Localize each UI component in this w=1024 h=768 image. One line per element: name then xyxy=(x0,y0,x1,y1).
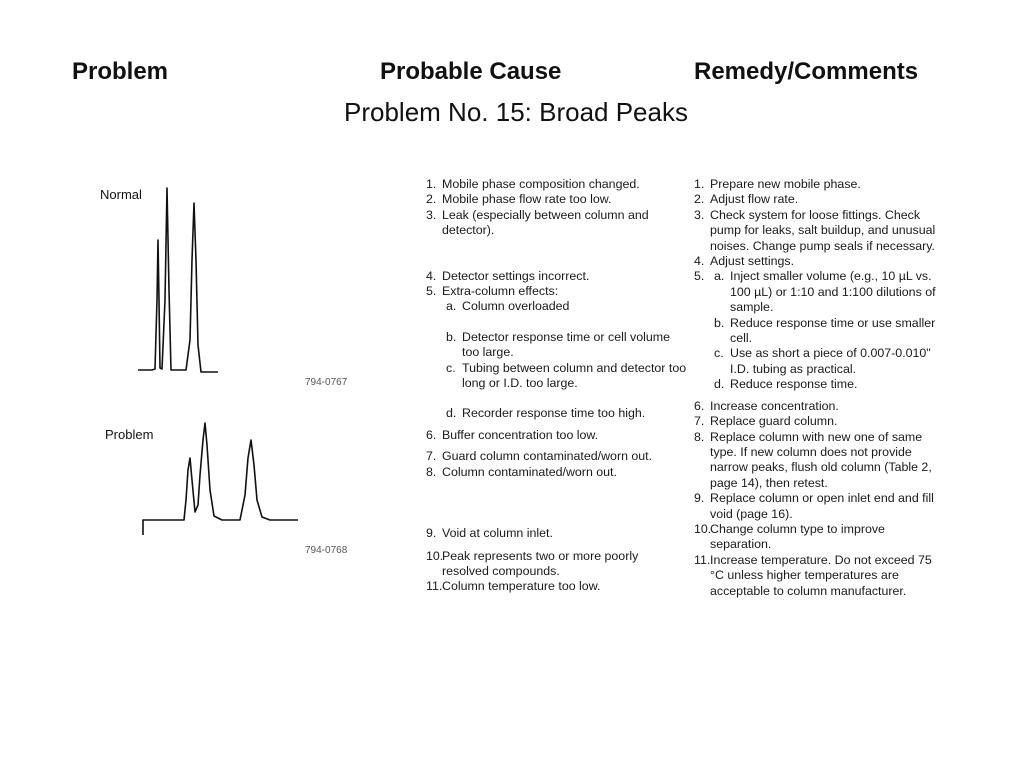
cause-item: 5. Extra-column effects: xyxy=(426,284,559,299)
remedy-item: 7. Replace guard column. xyxy=(694,414,838,429)
remedy-list: 1. Prepare new mobile phase. 2. Adjust flow rate. 3. Check system for loose fittings. Check pump for leaks, salt buildup, and unusual noises. Change pump seals if necessary. 4. Adjust settings. 5. a. Inject smaller volume (e.g., 10 µL vs. 100 µL) or 1:10 and 1:100 dilutions of sample. b. Reduce response time or use smaller cell. c. Use as short a piece of 0.007-0.010" I.D. tubing as practical. d. Reduce response time. 6. Increase concentration. 7. Replace guard column. 8. Replace column with new one of same type. If new column does not provide narrow peaks, flush old column (Table 2, page 14), then retest. 9. Replace column or open inlet end and fill void (page 16). 10. Change column type to improve separation. 11. Increase temperature. Do not exceed 75 °C unless higher temperatures are acceptable to column manufacturer. xyxy=(694,177,948,599)
remedy-subitem: d. Reduce response time. xyxy=(714,377,858,392)
problem-chromatogram-label: Problem xyxy=(105,427,154,442)
cause-item: 9. Void at column inlet. xyxy=(426,526,553,541)
remedy-item: 2. Adjust flow rate. xyxy=(694,192,799,207)
cause-subitem: b. Detector response time or cell volume too large. xyxy=(446,329,670,360)
cause-item: 4. Detector settings incorrect. xyxy=(426,268,590,283)
remedy-item: 10. Change column type to improve separation. xyxy=(694,521,885,552)
remedy-item: 1. Prepare new mobile phase. xyxy=(694,177,861,191)
header-problem: Problem xyxy=(72,58,169,85)
remedy-item: 4. Adjust settings. xyxy=(694,254,795,269)
remedy-subitem: c. Use as short a piece of 0.007-0.010" I.D. tubing as practical. xyxy=(714,346,931,376)
remedy-subitem: a. Inject smaller volume (e.g., 10 µL vs. 100 µL) or 1:10 and 1:100 dilutions of sample. xyxy=(714,269,936,315)
header-remedy-comments: Remedy/Comments xyxy=(694,58,919,85)
cause-subitem: c. Tubing between column and detector too long or I.D. too large. xyxy=(446,360,687,391)
remedy-item: 8. Replace column with new one of same type. If new column does not provide narrow peaks, flush old column (Table 2, page 14), then retest. xyxy=(694,429,932,490)
remedy-item: 9. Replace column or open inlet end and fill void (page 16). xyxy=(694,491,934,521)
remedy-item: 11. Increase temperature. Do not exceed 75 °C unless higher temperatures are acceptable to column manufacturer. xyxy=(694,552,932,598)
page-title: Problem No. 15: Broad Peaks xyxy=(344,97,688,127)
cause-item: 1. Mobile phase composition changed. xyxy=(426,177,640,191)
cause-item: 10. Peak represents two or more poorly resolved compounds. xyxy=(426,548,639,578)
normal-chromatogram-label: Normal xyxy=(100,187,142,202)
problem-figure-code: 794-0768 xyxy=(305,545,348,556)
cause-item: 3. Leak (especially between column and detector). xyxy=(426,207,649,238)
cause-item: 2. Mobile phase flow rate too low. xyxy=(426,192,612,207)
remedy-subitem: b. Reduce response time or use smaller cell. xyxy=(714,315,936,346)
probable-cause-list xyxy=(426,177,688,595)
cause-item: 11. Column temperature too low. xyxy=(426,579,601,594)
remedy-item: 6. Increase concentration. xyxy=(694,398,839,413)
cause-item: 8. Column contaminated/worn out. xyxy=(426,464,617,479)
header-probable-cause: Probable Cause xyxy=(380,58,562,85)
problem-chromatogram-trace xyxy=(143,423,298,535)
cause-item: 7. Guard column contaminated/worn out. xyxy=(426,449,653,464)
cause-subitem: a. Column overloaded xyxy=(446,299,570,314)
normal-figure-code: 794-0767 xyxy=(305,377,348,388)
cause-item: 6. Buffer concentration too low. xyxy=(426,427,599,442)
cause-subitem: d. Recorder response time too high. xyxy=(446,406,646,421)
remedy-item: 3. Check system for loose fittings. Check pump for leaks, salt buildup, and unusual noises. Change pump seals if necessary. xyxy=(694,207,936,253)
